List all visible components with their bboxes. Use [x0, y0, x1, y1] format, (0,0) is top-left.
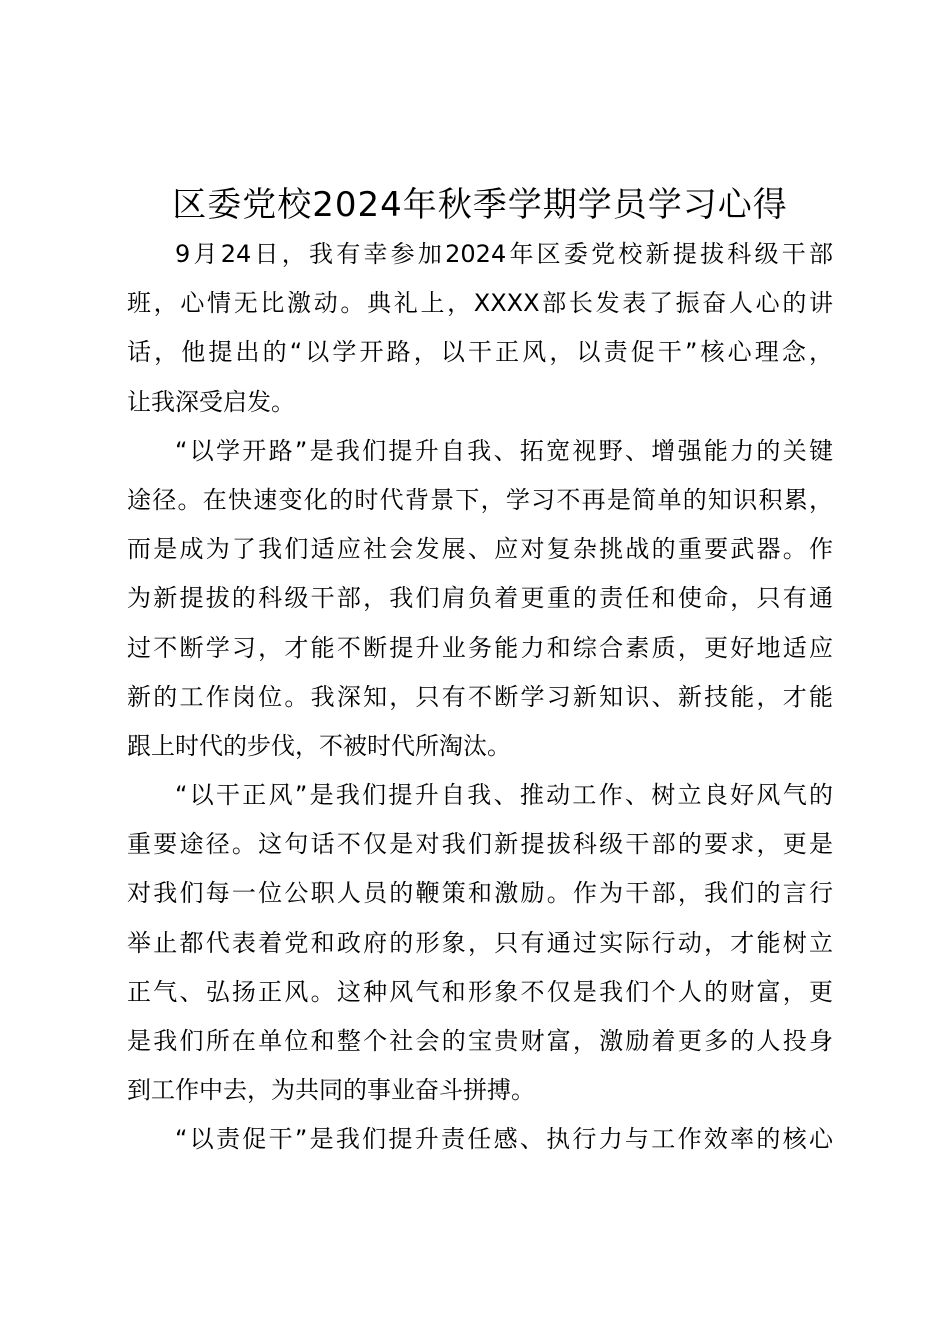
paragraph: [127, 771, 833, 1115]
text-line: 为新提拔的科级干部，我们肩负着更重的责任和使命，只有通: [127, 584, 833, 613]
text-line: 重要途径。这句话不仅是对我们新提拔科级干部的要求，更是: [127, 830, 833, 859]
text-line: 班，心情无比激动。典礼上，XXXX部长发表了振奋人心的讲: [127, 289, 833, 318]
document-body: [127, 230, 833, 1165]
text-line: 让我深受启发。: [127, 387, 295, 416]
text-line: 9月24日，我有幸参加2024年区委党校新提拔科级干部: [175, 240, 833, 268]
text-line: 途径。在快速变化的时代背景下，学习不再是简单的知识积累，: [127, 485, 833, 514]
text-line: 举止都代表着党和政府的形象，只有通过实际行动，才能树立: [127, 928, 833, 957]
text-line: 话，他提出的“以学开路，以干正风，以责促干”核心理念，: [127, 338, 833, 367]
text-line: “以干正风”是我们提升自我、推动工作、树立良好风气的: [175, 781, 833, 810]
text-line: 新的工作岗位。我深知，只有不断学习新知识、新技能，才能: [127, 682, 833, 711]
text-line: 到工作中去，为共同的事业奋斗拼搏。: [127, 1076, 535, 1105]
text-line: “以学开路”是我们提升自我、拓宽视野、增强能力的关键: [175, 436, 833, 465]
text-line: 而是成为了我们适应社会发展、应对复杂挑战的重要武器。作: [127, 535, 833, 564]
text-line: 对我们每一位公职人员的鞭策和激励。作为干部，我们的言行: [127, 879, 833, 908]
text-line: 过不断学习，才能不断提升业务能力和综合素质，更好地适应: [127, 633, 833, 662]
paragraph: [127, 230, 833, 427]
paragraph: [127, 427, 833, 771]
text-line: 是我们所在单位和整个社会的宝贵财富，激励着更多的人投身: [127, 1027, 833, 1055]
text-line: 跟上时代的步伐，不被时代所淘汰。: [127, 731, 511, 760]
paragraph: [127, 1115, 833, 1164]
text-line: “以责促干”是我们提升责任感、执行力与工作效率的核心: [175, 1125, 833, 1154]
text-line: 正气、弘扬正风。这种风气和形象不仅是我们个人的财富，更: [127, 977, 833, 1006]
document-title: 区委党校2024年秋季学期学员学习心得: [172, 185, 788, 225]
